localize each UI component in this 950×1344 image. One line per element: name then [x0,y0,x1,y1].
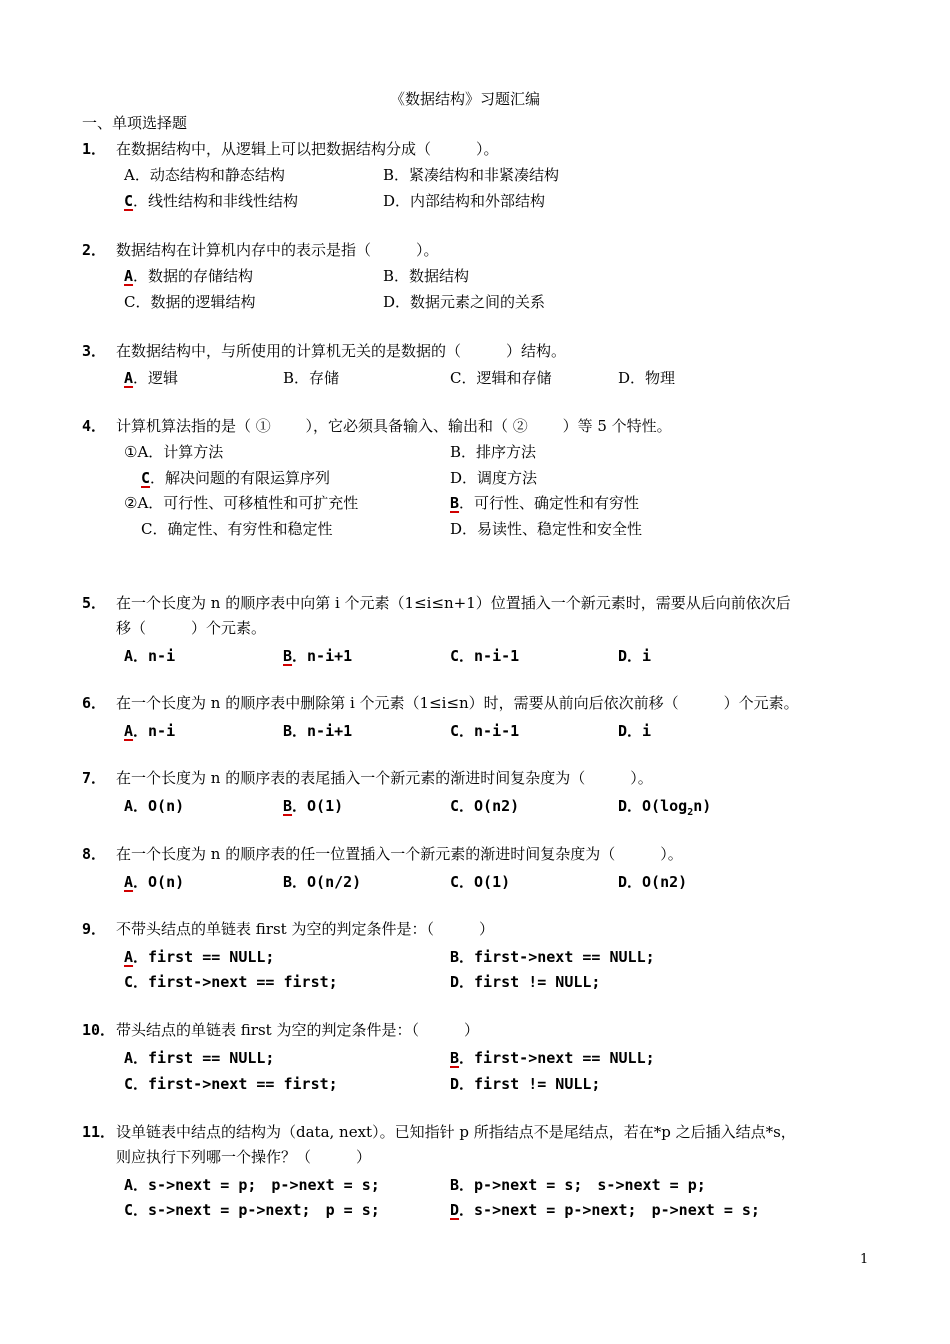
answer-mark: B [283,797,293,815]
option-1d: D．调度方法 [450,469,538,487]
option-c: C．s->next = p->next; p = s; [124,1201,380,1219]
option-1b: B．排序方法 [450,443,537,461]
answer-mark: C [141,469,151,487]
option-b: B．数据结构 [383,267,470,285]
option-c: C．线性结构和非线性结构 [124,192,299,210]
option-2c: C．确定性、有穷性和稳定性 [141,520,333,538]
question-stem-line1: 在一个长度为 n 的顺序表中向第 i 个元素（1≤i≤n+1）位置插入一个新元素时，需要从后向前依次后 [116,594,791,612]
option-c: C．O(1) [450,873,511,891]
option-b: B．p->next = s; s->next = p; [450,1176,706,1194]
answer-mark: A [124,369,134,387]
option-d: D．i [618,722,652,740]
answer-mark: B [450,1049,460,1067]
question-stem-line2: 则应执行下列哪一个操作？（ ） [116,1148,372,1166]
option-d: D．$O(\log_2n)$ [618,797,712,818]
option-2d: D．易读性、稳定性和安全性 [450,520,643,538]
answer-mark: B [450,494,460,512]
option-d: D．i [618,647,652,665]
question-stem: 不带头结点的单链表 first 为空的判定条件是：（ ） [116,920,494,938]
option-a: A．n-i [124,722,176,740]
question-stem: 计算机算法指的是（ ① ），它必须具备输入、输出和（ ② ）等 5 个特性。 [116,417,672,435]
option-d: D．数据元素之间的关系 [383,293,546,311]
question-number: 11． [82,1123,116,1141]
document-title: 《数据结构》习题汇编 [390,90,541,108]
question-stem: 在一个长度为 n 的顺序表的表尾插入一个新元素的渐进时间复杂度为（ ）。 [116,769,653,787]
option-a: A．逻辑 [124,369,179,387]
question-number: 2． [82,241,107,259]
option-c: C．逻辑和存储 [450,369,552,387]
option-d: D．first != NULL; [450,973,601,991]
option-a: A．数据的存储结构 [124,267,254,285]
option-d: D．first != NULL; [450,1075,601,1093]
option-a: A．O(n) [124,797,185,815]
answer-mark: A [124,948,134,966]
option-c: C．first->next == first; [124,973,338,991]
option-c: C．n-i-1 [450,647,520,665]
question-number: 4． [82,417,107,435]
option-d: D．O(n2) [618,873,688,891]
answer-mark: B [283,647,293,665]
section-heading: 一、单项选择题 [82,114,188,132]
answer-mark: D [450,1201,460,1219]
option-d: D．内部结构和外部结构 [383,192,546,210]
option-2b: B．可行性、确定性和有穷性 [450,494,640,512]
answer-mark: C [124,192,134,210]
question-stem: 数据结构在计算机内存中的表示是指（ ）。 [116,241,439,259]
option-d: D．s->next = p->next; p->next = s; [450,1201,760,1219]
option-1a: ①A．计算方法 [124,443,224,461]
option-b: B．n-i+1 [283,647,353,665]
option-c: C．数据的逻辑结构 [124,293,256,311]
option-a: A．n-i [124,647,176,665]
option-b: B．O(1) [283,797,344,815]
option-c: C．O(n2) [450,797,520,815]
option-a: A．first == NULL; [124,1049,275,1067]
question-stem: 在一个长度为 n 的顺序表中删除第 i 个元素（1≤i≤n）时，需要从前向后依次前移（ ）个元素。 [116,694,799,712]
answer-mark: A [124,267,134,285]
question-stem: 在数据结构中，与所使用的计算机无关的是数据的（ ）结构。 [116,342,567,360]
question-stem: 带头结点的单链表 first 为空的判定条件是：（ ） [116,1021,479,1039]
option-d: D．物理 [618,369,676,387]
option-b: B．first->next == NULL; [450,1049,655,1067]
page-number: 1 [860,1252,869,1267]
option-2a: ②A．可行性、可移植性和可扩充性 [124,494,359,512]
question-number: 5． [82,594,107,612]
question-number: 10． [82,1021,116,1039]
question-stem: 在数据结构中，从逻辑上可以把数据结构分成（ ）。 [116,140,499,158]
option-a: A．first == NULL; [124,948,275,966]
option-c: C．n-i-1 [450,722,520,740]
question-stem-line2: 移（ ）个元素。 [116,619,267,637]
answer-mark: A [124,722,134,740]
option-a: A．O(n) [124,873,185,891]
question-number: 7． [82,769,107,787]
question-stem-line1: 设单链表中结点的结构为（data, next）。已知指针 p 所指结点不是尾结点，若在*p 之后插入结点*s， [116,1123,796,1141]
answer-mark: A [124,873,134,891]
option-b: B．存储 [283,369,340,387]
option-1c: C．解决问题的有限运算序列 [141,469,331,487]
option-b: B．紧凑结构和非紧凑结构 [383,166,560,184]
question-number: 8． [82,845,107,863]
question-stem: 在一个长度为 n 的顺序表的任一位置插入一个新元素的渐进时间复杂度为（ ）。 [116,845,683,863]
option-c: C．first->next == first; [124,1075,338,1093]
option-a: A．s->next = p; p->next = s; [124,1176,380,1194]
option-a: A．动态结构和静态结构 [124,166,285,184]
option-b: B．n-i+1 [283,722,353,740]
option-b: B．O(n/2) [283,873,362,891]
question-number: 9． [82,920,107,938]
question-number: 6． [82,694,107,712]
option-b: B．first->next == NULL; [450,948,655,966]
question-number: 1． [82,140,107,158]
question-number: 3． [82,342,107,360]
